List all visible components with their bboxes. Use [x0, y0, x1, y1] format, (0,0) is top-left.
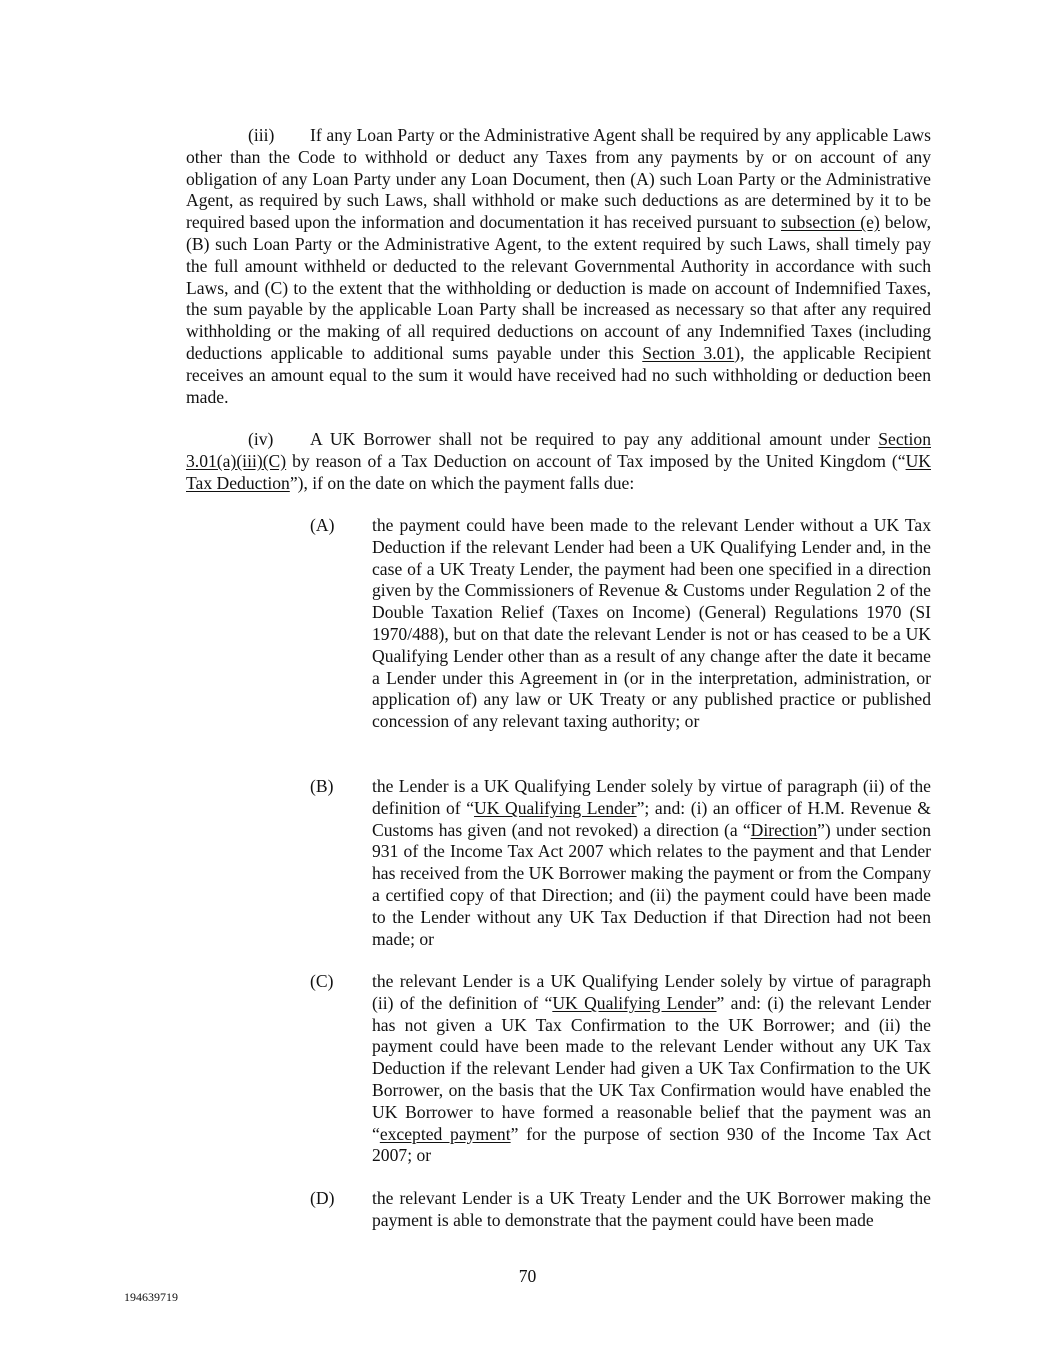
- clause-text-part: ” and: (i) the relevant Lender has not given a UK Tax Confirmation to the UK Borrower; and (ii) the payment could have been made to the relevant Lender without any UK Tax Deduction if the relevant Lender had given a UK Tax Confirmation to the UK Borrower, on the basis that the UK Tax Confirmation would have enabled the UK Borrower to have formed a reasonable belief that the payment was an “: [372, 992, 931, 1144]
- clause-b: [310, 776, 931, 950]
- paragraph-iv: [186, 429, 931, 494]
- clause-text-part: the relevant Lender is a UK Qualifying Lender solely by virtue of paragraph (ii) of the definition of “: [372, 971, 931, 1013]
- page-number: 70: [518, 1266, 537, 1286]
- clause-d: [310, 1188, 931, 1232]
- clause-text-part: ” for the purpose of section 930 of the Income Tax Act 2007; or: [372, 1123, 931, 1166]
- clause-label: (D): [310, 1188, 335, 1208]
- document-id: 194639719: [124, 1290, 178, 1304]
- cross-reference: subsection (e): [781, 212, 880, 233]
- defined-term: Direction: [750, 819, 818, 840]
- clause-text-part: ”; and: (i) an officer of H.M. Revenue & Customs has given (and not revoked) a direction (a “: [372, 797, 931, 840]
- clause-text-part: the Lender is a UK Qualifying Lender solely by virtue of paragraph (ii) of the definition of “: [372, 776, 931, 818]
- clause-text-part: ”) under section 931 of the Income Tax Act 2007 which relates to the payment and that Lender has received from the UK Borrower making the payment or from the Company a certified copy of that Direction; and (ii) the payment could have been made to the Lender without any UK Tax Deduction if that Direction had not been made; or: [372, 819, 932, 949]
- paragraph-text: ”), if on the date on which the payment falls due:: [289, 472, 635, 493]
- cross-reference: Section 3.01(a)(iii)(C): [186, 429, 931, 471]
- clause-label: (A): [310, 515, 335, 535]
- paragraph-number: (iv): [248, 429, 274, 449]
- clause-text: [372, 971, 931, 1167]
- clause-text: the relevant Lender is a UK Treaty Lender and the UK Borrower making the payment is able to demonstrate that the payment could have been made: [372, 1188, 931, 1230]
- clause-label: (C): [310, 971, 334, 991]
- paragraph-text: A UK Borrower shall not be required to pay any additional amount under: [310, 429, 879, 449]
- paragraph-iii: [186, 125, 931, 408]
- clause-c: [310, 971, 931, 1167]
- paragraph-text: below, (B) such Loan Party or the Administrative Agent, to the extent required by such Laws, shall timely pay the full amount withheld or deducted to the relevant Governmental Authority in accordance with such Laws, and (C) to the extent that the withholding or deduction is made on account of Indemnified Taxes, the sum payable by the applicable Loan Party shall be increased as necessary so that after any required withholding or the making of all required deductions on account of any Indemnified Taxes (including deductions applicable to additional sums payable under this: [186, 212, 931, 363]
- paragraph-text: If any Loan Party or the Administrative Agent shall be required by any applicable Laws other than the Code to withhold or deduct any Taxes from any payments by or on account of any obligation of any Loan Party under any Loan Document, then (A) such Loan Party or the Administrative Agent, as required by such Laws, shall withhold or make such deductions as are determined by it to be required based upon the information and documentation it has received pursuant to: [186, 125, 931, 233]
- paragraph-number: (iii): [248, 125, 275, 145]
- defined-term: excepted payment: [379, 1123, 511, 1144]
- clause-text: the payment could have been made to the relevant Lender without a UK Tax Deduction if the relevant Lender had been a UK Qualifying Lender and, in the case of a UK Treaty Lender, the payment had been one specified in a direction given by the Commissioners of Revenue & Customs under Regulation 2 of the Double Taxation Relief (Taxes on Income) (General) Regulations 1970 (SI 1970/488), but on that date the relevant Lender is not or has ceased to be a UK Qualifying Lender other than as a result of any change after the date it became a Lender under this Agreement in (or in the interpretation, administration, or application of) any law or UK Treaty or any published practice or published concession of any relevant taxing authority; or: [372, 515, 931, 732]
- defined-term: UK Tax Deduction: [186, 450, 931, 493]
- defined-term: UK Qualifying Lender: [552, 992, 717, 1013]
- clause-label: (B): [310, 776, 334, 796]
- paragraph-text: ), the applicable Recipient receives an amount equal to the sum it would have received had no such withholding or deduction been made.: [186, 342, 931, 407]
- clause-a: [310, 515, 931, 733]
- clause-text: [372, 776, 931, 950]
- cross-reference: Section 3.01: [642, 342, 735, 363]
- paragraph-text: by reason of a Tax Deduction on account of Tax imposed by the United Kingdom (“: [286, 450, 906, 471]
- defined-term: UK Qualifying Lender: [474, 797, 637, 818]
